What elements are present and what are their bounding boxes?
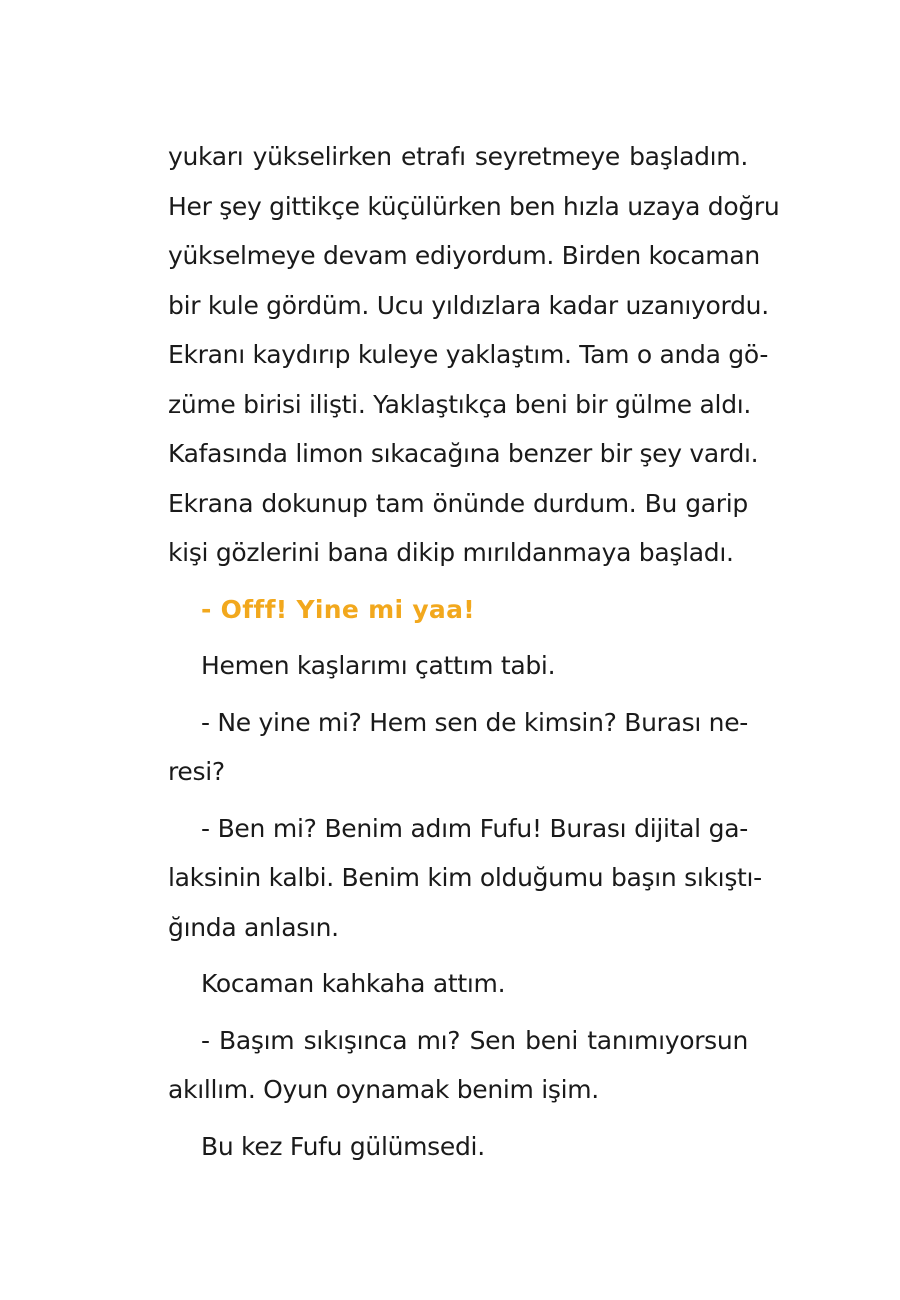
text-line: - Ne yine mi? Hem sen de kimsin? Burası ne-: [201, 707, 748, 737]
text-line: Her şey gittikçe küçülürken ben hızla uzaya doğru: [168, 191, 780, 221]
text-line: Ekrana dokunup tam önünde durdum. Bu garip: [168, 488, 748, 518]
text-line: ğında anlasın.: [168, 912, 339, 942]
text-line: yukarı yükselirken etrafı seyretmeye başladım.: [168, 142, 748, 171]
text-line: yükselmeye devam ediyordum. Birden kocaman: [168, 241, 760, 270]
paragraph-1: [168, 132, 780, 578]
dialogue-3: [168, 804, 762, 953]
paragraph-2: Hemen kaşlarımı çattım tabi.: [201, 651, 556, 680]
dialogue-2: [168, 698, 748, 797]
text-line: laksinin kalbi. Benim kim olduğumu başın sıkıştı-: [168, 863, 762, 892]
text-line: - Başım sıkışınca mı? Sen beni tanımıyorsun: [201, 1025, 748, 1055]
text-line: Ekranı kaydırıp kuleye yaklaştım. Tam o anda gö-: [168, 340, 769, 369]
text-line: bir kule gördüm. Ucu yıldızlara kadar uzanıyordu.: [168, 290, 769, 320]
story-text: [168, 132, 780, 1171]
text-line: resi?: [168, 757, 225, 786]
highlighted-dialogue: - Offf! Yine mi yaa!: [201, 594, 475, 624]
text-line: kişi gözlerini bana dikip mırıldanmaya başladı.: [168, 538, 734, 567]
text-line: akıllım. Oyun oynamak benim işim.: [168, 1075, 599, 1104]
text-line: - Ben mi? Benim adım Fufu! Burası dijital ga-: [201, 813, 748, 843]
dialogue-4: [168, 1016, 748, 1115]
text-line: Kafasında limon sıkacağına benzer bir şey vardı.: [168, 439, 759, 468]
text-line: züme birisi ilişti. Yaklaştıkça beni bir gülme aldı.: [168, 389, 752, 419]
paragraph-4: Bu kez Fufu gülümsedi.: [201, 1131, 485, 1161]
paragraph-3: Kocaman kahkaha attım.: [201, 969, 506, 998]
